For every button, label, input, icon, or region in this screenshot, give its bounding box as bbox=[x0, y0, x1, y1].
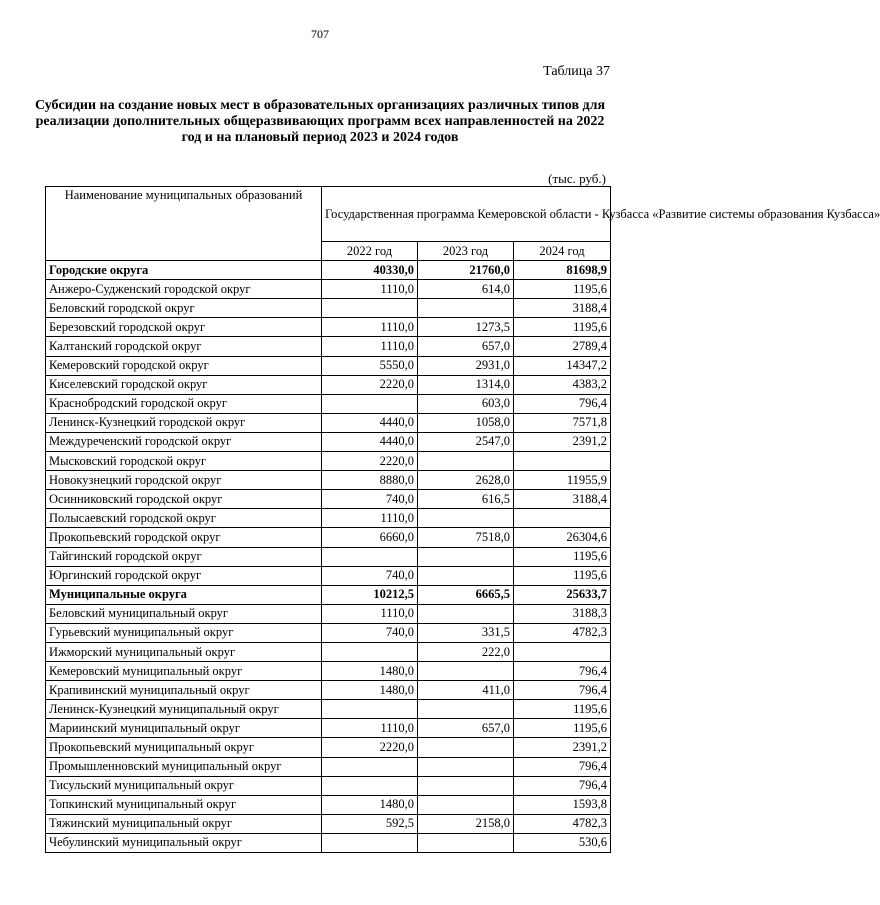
value-2022-cell: 40330,0 bbox=[322, 261, 418, 280]
value-2023-cell bbox=[418, 452, 514, 471]
municipality-name-cell: Междуреченский городской округ bbox=[46, 432, 322, 451]
value-2022-cell: 8880,0 bbox=[322, 471, 418, 490]
table-row bbox=[46, 413, 611, 432]
municipality-name-cell: Кемеровский городской округ bbox=[46, 356, 322, 375]
municipality-name-cell: Беловский городской округ bbox=[46, 299, 322, 318]
value-2024-cell: 1195,6 bbox=[514, 700, 611, 719]
value-2023-cell: 1273,5 bbox=[418, 318, 514, 337]
table-row bbox=[46, 547, 611, 566]
value-2024-cell: 4383,2 bbox=[514, 375, 611, 394]
value-2023-cell bbox=[418, 795, 514, 814]
value-2023-cell bbox=[418, 833, 514, 852]
table-row-subtotal bbox=[46, 585, 611, 604]
value-2022-cell: 2220,0 bbox=[322, 375, 418, 394]
value-2024-cell: 1195,6 bbox=[514, 566, 611, 585]
municipality-name-cell: Прокопьевский муниципальный округ bbox=[46, 738, 322, 757]
value-2022-cell: 4440,0 bbox=[322, 413, 418, 432]
value-2023-cell bbox=[418, 566, 514, 585]
municipality-name-cell: Ленинск-Кузнецкий городской округ bbox=[46, 413, 322, 432]
value-2023-cell: 2158,0 bbox=[418, 814, 514, 833]
value-2023-cell: 222,0 bbox=[418, 642, 514, 661]
value-2022-cell: 10212,5 bbox=[322, 585, 418, 604]
table-row bbox=[46, 623, 611, 642]
header-program: Государственная программа Кемеровской области - Кузбасса «Развитие системы образования Кузбасса» bbox=[322, 187, 611, 242]
document-title: Субсидии на создание новых мест в образовательных организациях различных типов для реализации дополнительных общеразвивающих программ всех направленностей на 2022 год и на плановый период 2023 и 2024 годов bbox=[34, 98, 606, 145]
value-2022-cell: 740,0 bbox=[322, 623, 418, 642]
table-row bbox=[46, 814, 611, 833]
value-2024-cell: 7571,8 bbox=[514, 413, 611, 432]
table-row bbox=[46, 471, 611, 490]
value-2023-cell bbox=[418, 662, 514, 681]
municipality-name-cell: Промышленновский муниципальный округ bbox=[46, 757, 322, 776]
municipality-name-cell: Осинниковский городской округ bbox=[46, 490, 322, 509]
value-2023-cell: 657,0 bbox=[418, 719, 514, 738]
value-2023-cell: 2628,0 bbox=[418, 471, 514, 490]
value-2024-cell bbox=[514, 509, 611, 528]
value-2022-cell: 1110,0 bbox=[322, 509, 418, 528]
value-2022-cell: 1480,0 bbox=[322, 681, 418, 700]
value-2022-cell: 1110,0 bbox=[322, 719, 418, 738]
value-2023-cell: 411,0 bbox=[418, 681, 514, 700]
table-row bbox=[46, 394, 611, 413]
municipality-name-cell: Городские округа bbox=[46, 261, 322, 280]
value-2024-cell: 3188,3 bbox=[514, 604, 611, 623]
value-2022-cell: 6660,0 bbox=[322, 528, 418, 547]
value-2023-cell: 614,0 bbox=[418, 280, 514, 299]
value-2024-cell: 1593,8 bbox=[514, 795, 611, 814]
value-2024-cell: 3188,4 bbox=[514, 299, 611, 318]
value-2022-cell: 1110,0 bbox=[322, 318, 418, 337]
value-2023-cell bbox=[418, 509, 514, 528]
value-2024-cell: 530,6 bbox=[514, 833, 611, 852]
value-2023-cell: 7518,0 bbox=[418, 528, 514, 547]
header-year-2023: 2023 год bbox=[418, 242, 514, 261]
value-2024-cell: 796,4 bbox=[514, 662, 611, 681]
value-2024-cell: 11955,9 bbox=[514, 471, 611, 490]
table-row bbox=[46, 375, 611, 394]
table-row bbox=[46, 642, 611, 661]
value-2022-cell: 5550,0 bbox=[322, 356, 418, 375]
value-2022-cell: 1110,0 bbox=[322, 604, 418, 623]
value-2024-cell: 2391,2 bbox=[514, 432, 611, 451]
table-row bbox=[46, 681, 611, 700]
municipality-name-cell: Калтанский городской округ bbox=[46, 337, 322, 356]
value-2023-cell: 1314,0 bbox=[418, 375, 514, 394]
municipality-name-cell: Тисульский муниципальный округ bbox=[46, 776, 322, 795]
table-row bbox=[46, 299, 611, 318]
value-2024-cell: 2789,4 bbox=[514, 337, 611, 356]
value-2022-cell: 1480,0 bbox=[322, 662, 418, 681]
value-2022-cell: 592,5 bbox=[322, 814, 418, 833]
header-name-column: Наименование муниципальных образований bbox=[46, 187, 322, 261]
table-row bbox=[46, 700, 611, 719]
value-2024-cell bbox=[514, 452, 611, 471]
value-2023-cell: 657,0 bbox=[418, 337, 514, 356]
value-2024-cell: 14347,2 bbox=[514, 356, 611, 375]
table-row bbox=[46, 490, 611, 509]
value-2024-cell: 26304,6 bbox=[514, 528, 611, 547]
value-2024-cell: 796,4 bbox=[514, 757, 611, 776]
value-2022-cell: 2220,0 bbox=[322, 452, 418, 471]
value-2024-cell: 796,4 bbox=[514, 776, 611, 795]
value-2024-cell: 3188,4 bbox=[514, 490, 611, 509]
value-2023-cell: 1058,0 bbox=[418, 413, 514, 432]
value-2022-cell bbox=[322, 547, 418, 566]
subsidy-table bbox=[45, 186, 880, 853]
municipality-name-cell: Юргинский городской округ bbox=[46, 566, 322, 585]
value-2024-cell: 1195,6 bbox=[514, 719, 611, 738]
table-row bbox=[46, 604, 611, 623]
table-row bbox=[46, 776, 611, 795]
value-2023-cell: 21760,0 bbox=[418, 261, 514, 280]
municipality-name-cell: Полысаевский городской округ bbox=[46, 509, 322, 528]
value-2022-cell: 1110,0 bbox=[322, 337, 418, 356]
municipality-name-cell: Тайгинский городской округ bbox=[46, 547, 322, 566]
value-2024-cell: 4782,3 bbox=[514, 814, 611, 833]
header-row-program bbox=[46, 187, 611, 242]
value-2023-cell: 2931,0 bbox=[418, 356, 514, 375]
value-2024-cell: 1195,6 bbox=[514, 318, 611, 337]
value-2023-cell: 2547,0 bbox=[418, 432, 514, 451]
municipality-name-cell: Кемеровский муниципальный округ bbox=[46, 662, 322, 681]
value-2022-cell bbox=[322, 776, 418, 795]
municipality-name-cell: Чебулинский муниципальный округ bbox=[46, 833, 322, 852]
municipality-name-cell: Мариинский муниципальный округ bbox=[46, 719, 322, 738]
value-2023-cell: 603,0 bbox=[418, 394, 514, 413]
table-row bbox=[46, 528, 611, 547]
municipality-name-cell: Беловский муниципальный округ bbox=[46, 604, 322, 623]
value-2023-cell bbox=[418, 547, 514, 566]
value-2022-cell: 2220,0 bbox=[322, 738, 418, 757]
table-row bbox=[46, 738, 611, 757]
municipality-name-cell: Мысковский городской округ bbox=[46, 452, 322, 471]
value-2022-cell bbox=[322, 757, 418, 776]
value-2023-cell: 6665,5 bbox=[418, 585, 514, 604]
value-2024-cell: 4782,3 bbox=[514, 623, 611, 642]
municipality-name-cell: Тяжинский муниципальный округ bbox=[46, 814, 322, 833]
units-label: (тыс. руб.) bbox=[548, 171, 606, 186]
value-2023-cell: 616,5 bbox=[418, 490, 514, 509]
value-2022-cell bbox=[322, 299, 418, 318]
table-row bbox=[46, 509, 611, 528]
value-2022-cell: 1110,0 bbox=[322, 280, 418, 299]
table-row bbox=[46, 795, 611, 814]
table-row bbox=[46, 337, 611, 356]
value-2023-cell bbox=[418, 776, 514, 795]
municipality-name-cell: Прокопьевский городской округ bbox=[46, 528, 322, 547]
value-2022-cell: 1480,0 bbox=[322, 795, 418, 814]
value-2023-cell bbox=[418, 757, 514, 776]
value-2023-cell bbox=[418, 299, 514, 318]
value-2022-cell bbox=[322, 394, 418, 413]
table-row bbox=[46, 452, 611, 471]
table-row bbox=[46, 662, 611, 681]
value-2024-cell bbox=[514, 642, 611, 661]
municipality-name-cell: Анжеро-Судженский городской округ bbox=[46, 280, 322, 299]
table-row bbox=[46, 719, 611, 738]
municipality-name-cell: Новокузнецкий городской округ bbox=[46, 471, 322, 490]
value-2023-cell bbox=[418, 738, 514, 757]
municipality-name-cell: Ижморский муниципальный округ bbox=[46, 642, 322, 661]
value-2023-cell bbox=[418, 700, 514, 719]
value-2022-cell bbox=[322, 700, 418, 719]
value-2022-cell bbox=[322, 833, 418, 852]
page-number: 707 bbox=[311, 27, 329, 41]
municipality-name-cell: Киселевский городской округ bbox=[46, 375, 322, 394]
table-row bbox=[46, 280, 611, 299]
municipality-name-cell: Краснобродский городской округ bbox=[46, 394, 322, 413]
value-2022-cell: 740,0 bbox=[322, 490, 418, 509]
municipality-name-cell: Крапивинский муниципальный округ bbox=[46, 681, 322, 700]
municipality-name-cell: Гурьевский муниципальный округ bbox=[46, 623, 322, 642]
header-year-2022: 2022 год bbox=[322, 242, 418, 261]
table-row bbox=[46, 318, 611, 337]
value-2024-cell: 796,4 bbox=[514, 681, 611, 700]
table-row-subtotal bbox=[46, 261, 611, 280]
value-2024-cell: 796,4 bbox=[514, 394, 611, 413]
value-2023-cell bbox=[418, 604, 514, 623]
value-2024-cell: 1195,6 bbox=[514, 280, 611, 299]
municipality-name-cell: Муниципальные округа bbox=[46, 585, 322, 604]
value-2022-cell: 740,0 bbox=[322, 566, 418, 585]
table-row bbox=[46, 432, 611, 451]
value-2024-cell: 25633,7 bbox=[514, 585, 611, 604]
value-2024-cell: 1195,6 bbox=[514, 547, 611, 566]
header-year-2024: 2024 год bbox=[514, 242, 611, 261]
value-2023-cell: 331,5 bbox=[418, 623, 514, 642]
value-2024-cell: 2391,2 bbox=[514, 738, 611, 757]
value-2022-cell: 4440,0 bbox=[322, 432, 418, 451]
municipality-name-cell: Березовский городской округ bbox=[46, 318, 322, 337]
table-row bbox=[46, 833, 611, 852]
table-body bbox=[46, 261, 611, 853]
table-row bbox=[46, 757, 611, 776]
table-row bbox=[46, 356, 611, 375]
table-row bbox=[46, 566, 611, 585]
municipality-name-cell: Ленинск-Кузнецкий муниципальный округ bbox=[46, 700, 322, 719]
value-2024-cell: 81698,9 bbox=[514, 261, 611, 280]
value-2022-cell bbox=[322, 642, 418, 661]
table-label: Таблица 37 bbox=[543, 64, 610, 79]
municipality-name-cell: Топкинский муниципальный округ bbox=[46, 795, 322, 814]
